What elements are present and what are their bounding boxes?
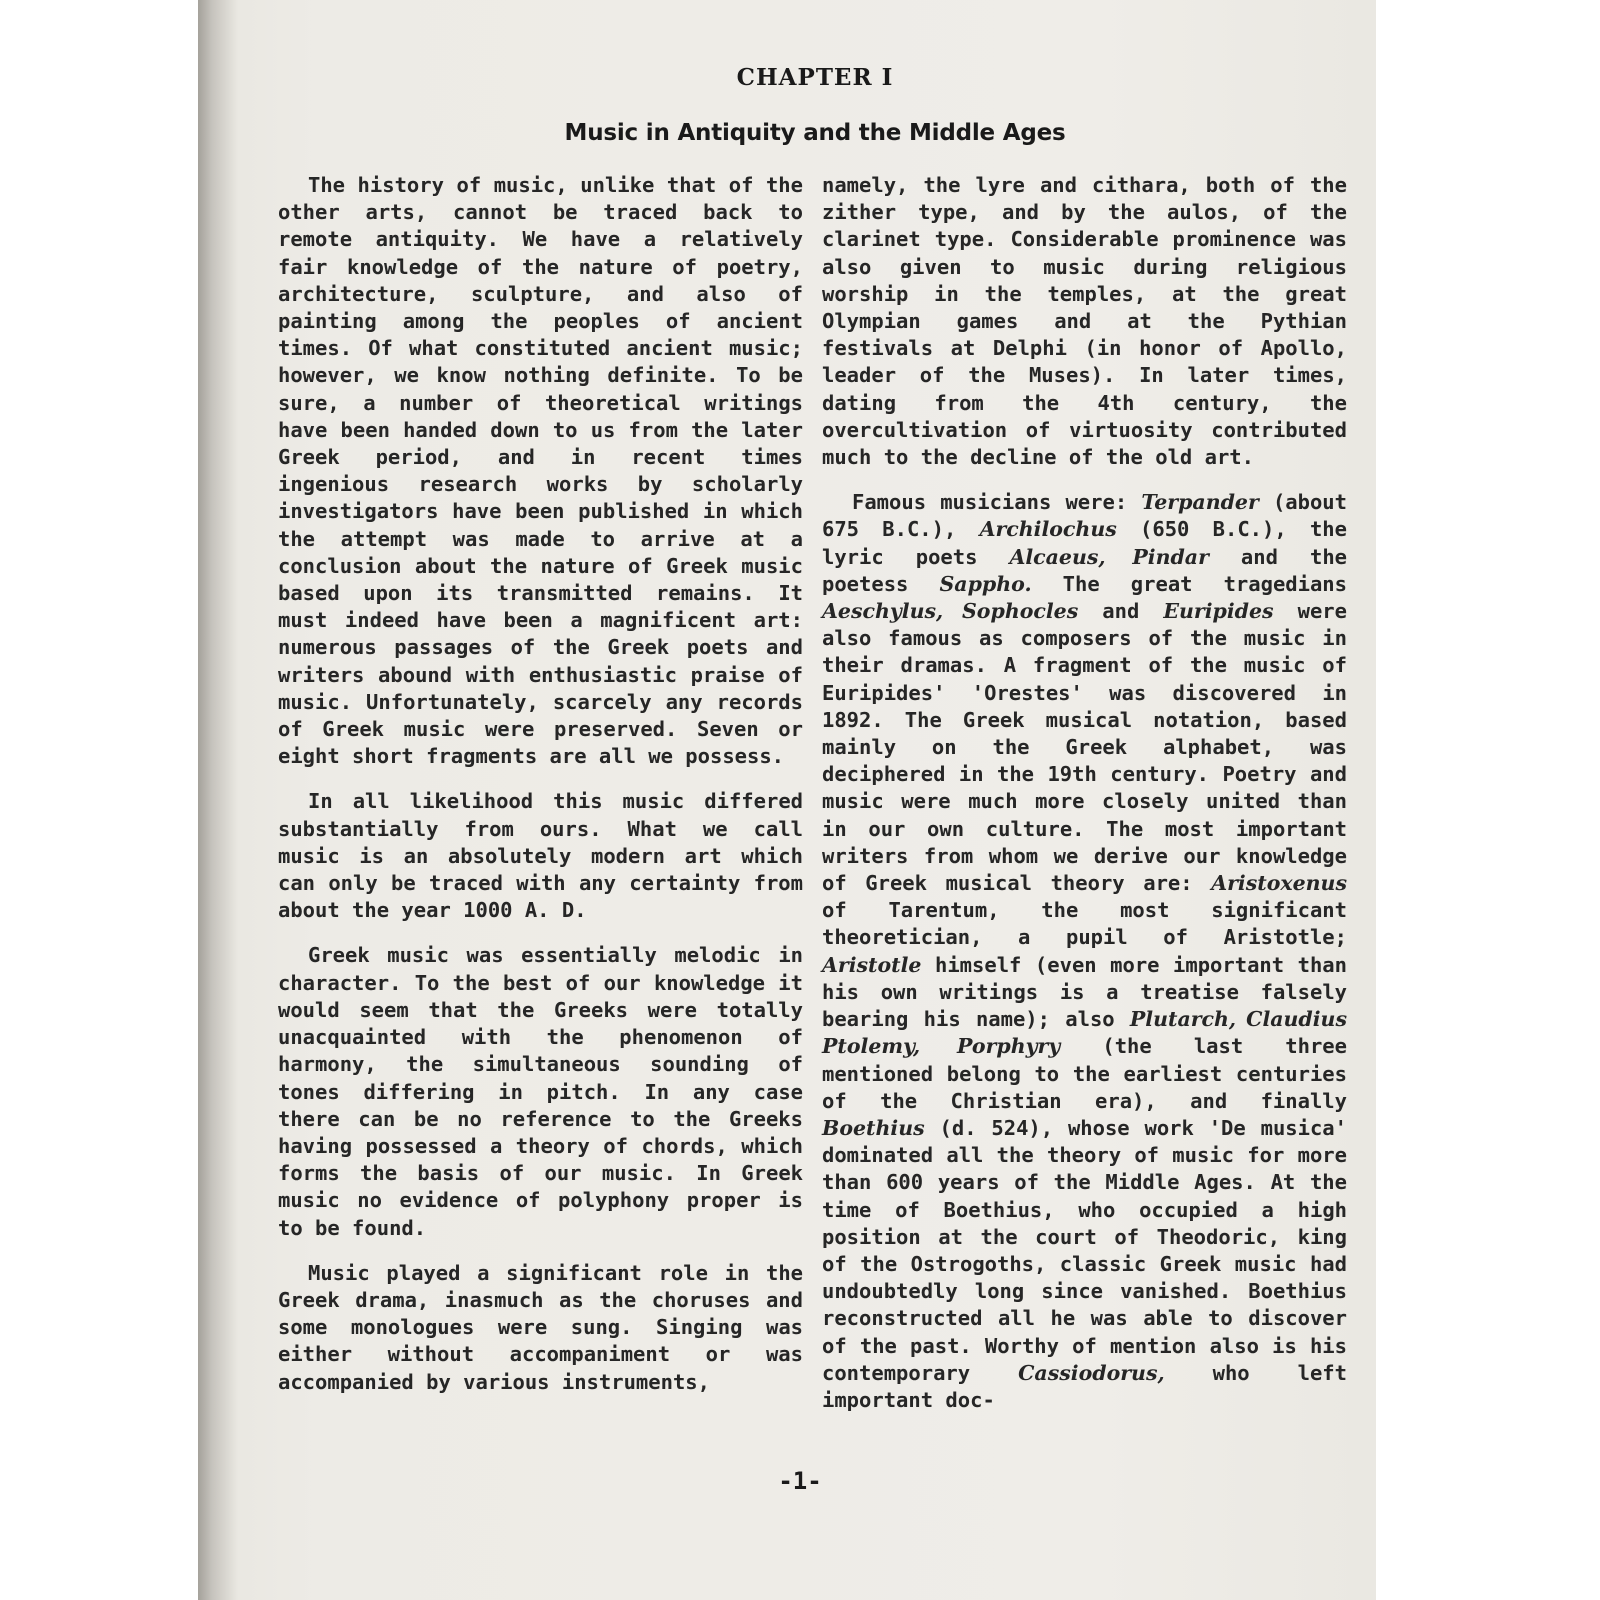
right-column bbox=[822, 172, 1347, 1432]
text-run: Famous musicians were: bbox=[852, 490, 1142, 515]
left-column bbox=[278, 172, 803, 1414]
name-aeschylus-sophocles: Aeschylus, Sophocles bbox=[822, 599, 1079, 624]
text-run: and the poetess bbox=[822, 544, 1347, 596]
name-terpander: Terpander bbox=[1141, 490, 1259, 515]
text-run: himself (even more important than his own writings is a treatise falsely bearing his name); also bbox=[822, 952, 1347, 1032]
name-aristoxenus: Aristoxenus bbox=[1211, 871, 1347, 896]
paragraph-likelihood: In all likelihood this music differed substantially from ours. What we call music is an absolutely modern art which can only be traced with any certainty from about the year 1000 A. D. bbox=[278, 789, 803, 923]
text-run: who left important doc- bbox=[822, 1360, 1347, 1412]
name-archilochus: Archilochus bbox=[979, 517, 1117, 542]
name-boethius: Boethius bbox=[822, 1115, 925, 1140]
paragraph-famous-musicians bbox=[822, 489, 1347, 1414]
text-run: were also famous as composers of the music in their dramas. A fragment of the music of Euripides' 'Orestes' was discovered in 1892. The Greek musical notation, based mainly on the Greek alphabet, was deciphered in the 19th century. Poetry and music were much more closely united than in our own culture. The most important writers from whom we derive our knowledge of Greek musical theory are: bbox=[822, 599, 1347, 896]
paragraph-melodic: Greek music was essentially melodic in character. To the best of our knowledge it would seem that the Greeks were totally unacquainted with the phenomenon of harmony, the simultaneous sounding of tones differing in pitch. In any case there can be no reference to the Greeks having possessed a theory of chords, which forms the basis of our music. In Greek music no evidence of polyphony proper is to be found. bbox=[278, 943, 803, 1240]
page-gutter-shadow bbox=[198, 0, 238, 1600]
text-run: (d. 524), whose work 'De musica' dominated all the theory of music for more than 600 years of the Middle Ages. At the time of Boethius, who occupied a high position at the court of Theodoric, king of the Ostrogoths, classic Greek music had undoubtedly long since vanished. Boethius reconstructed all he was able to discover of the past. Worthy of mention also is his contemporary bbox=[822, 1115, 1347, 1385]
text-run: of Tarentum, the most significant theoretician, a pupil of Aristotle; bbox=[822, 898, 1347, 950]
chapter-label: CHAPTER I bbox=[736, 64, 894, 91]
text-run: (about 675 B.C.), bbox=[822, 490, 1347, 542]
paragraph-history: The history of music, unlike that of the other arts, cannot be traced back to remote antiquity. We have a relatively fair knowledge of the nature of poetry, architecture, sculpture, and also of painting among the peoples of ancient times. Of what constituted ancient music; however, we know nothing definite. To be sure, a number of theoretical writings have been handed down to us from the later Greek period, and in recent times ingenious research works by scholarly investigators have been published in which the attempt was made to arrive at a conclusion about the nature of Greek music based upon its transmitted remains. It must indeed have been a magnificent art: numerous passages of the Greek poets and writers abound with enthusiastic praise of music. Unfortunately, scarcely any records of Greek music were preserved. Seven or eight short fragments are all we possess. bbox=[278, 173, 803, 769]
text-run: The great tragedians bbox=[1031, 571, 1347, 596]
paragraph-drama: Music played a significant role in the Greek drama, inasmuch as the choruses and some monologues were sung. Singing was either without accompaniment or was accompanied by various instruments, bbox=[278, 1260, 803, 1394]
paragraph-continuation: namely, the lyre and cithara, both of the zither type, and by the aulos, of the clarinet type. Considerable prominence was also given to music during religious worship in the temples, at the great Olympian games and at the Pythian festivals at Delphi (in honor of Apollo, leader of the Muses). In later times, dating from the 4th century, the overcultivation of virtuosity contributed much to the decline of the old art. bbox=[822, 173, 1347, 470]
name-plutarch-ptolemy-porphyry: Plutarch, Claudius Ptolemy, Porphyry bbox=[822, 1007, 1347, 1059]
page-number: -1- bbox=[778, 1467, 822, 1495]
text-run: and bbox=[1078, 599, 1164, 624]
name-euripides: Euripides bbox=[1163, 599, 1274, 624]
name-sappho: Sappho. bbox=[939, 571, 1032, 596]
chapter-title: Music in Antiquity and the Middle Ages bbox=[564, 120, 1066, 146]
text-run: (the last three mentioned belong to the earliest centuries of the Christian era), and finally bbox=[822, 1034, 1347, 1113]
name-cassiodorus: Cassiodorus, bbox=[1018, 1360, 1165, 1385]
name-alcaeus-pindar: Alcaeus, Pindar bbox=[1009, 544, 1209, 569]
name-aristotle: Aristotle bbox=[822, 952, 922, 977]
text-run: (650 B.C.), the lyric poets bbox=[822, 517, 1347, 569]
